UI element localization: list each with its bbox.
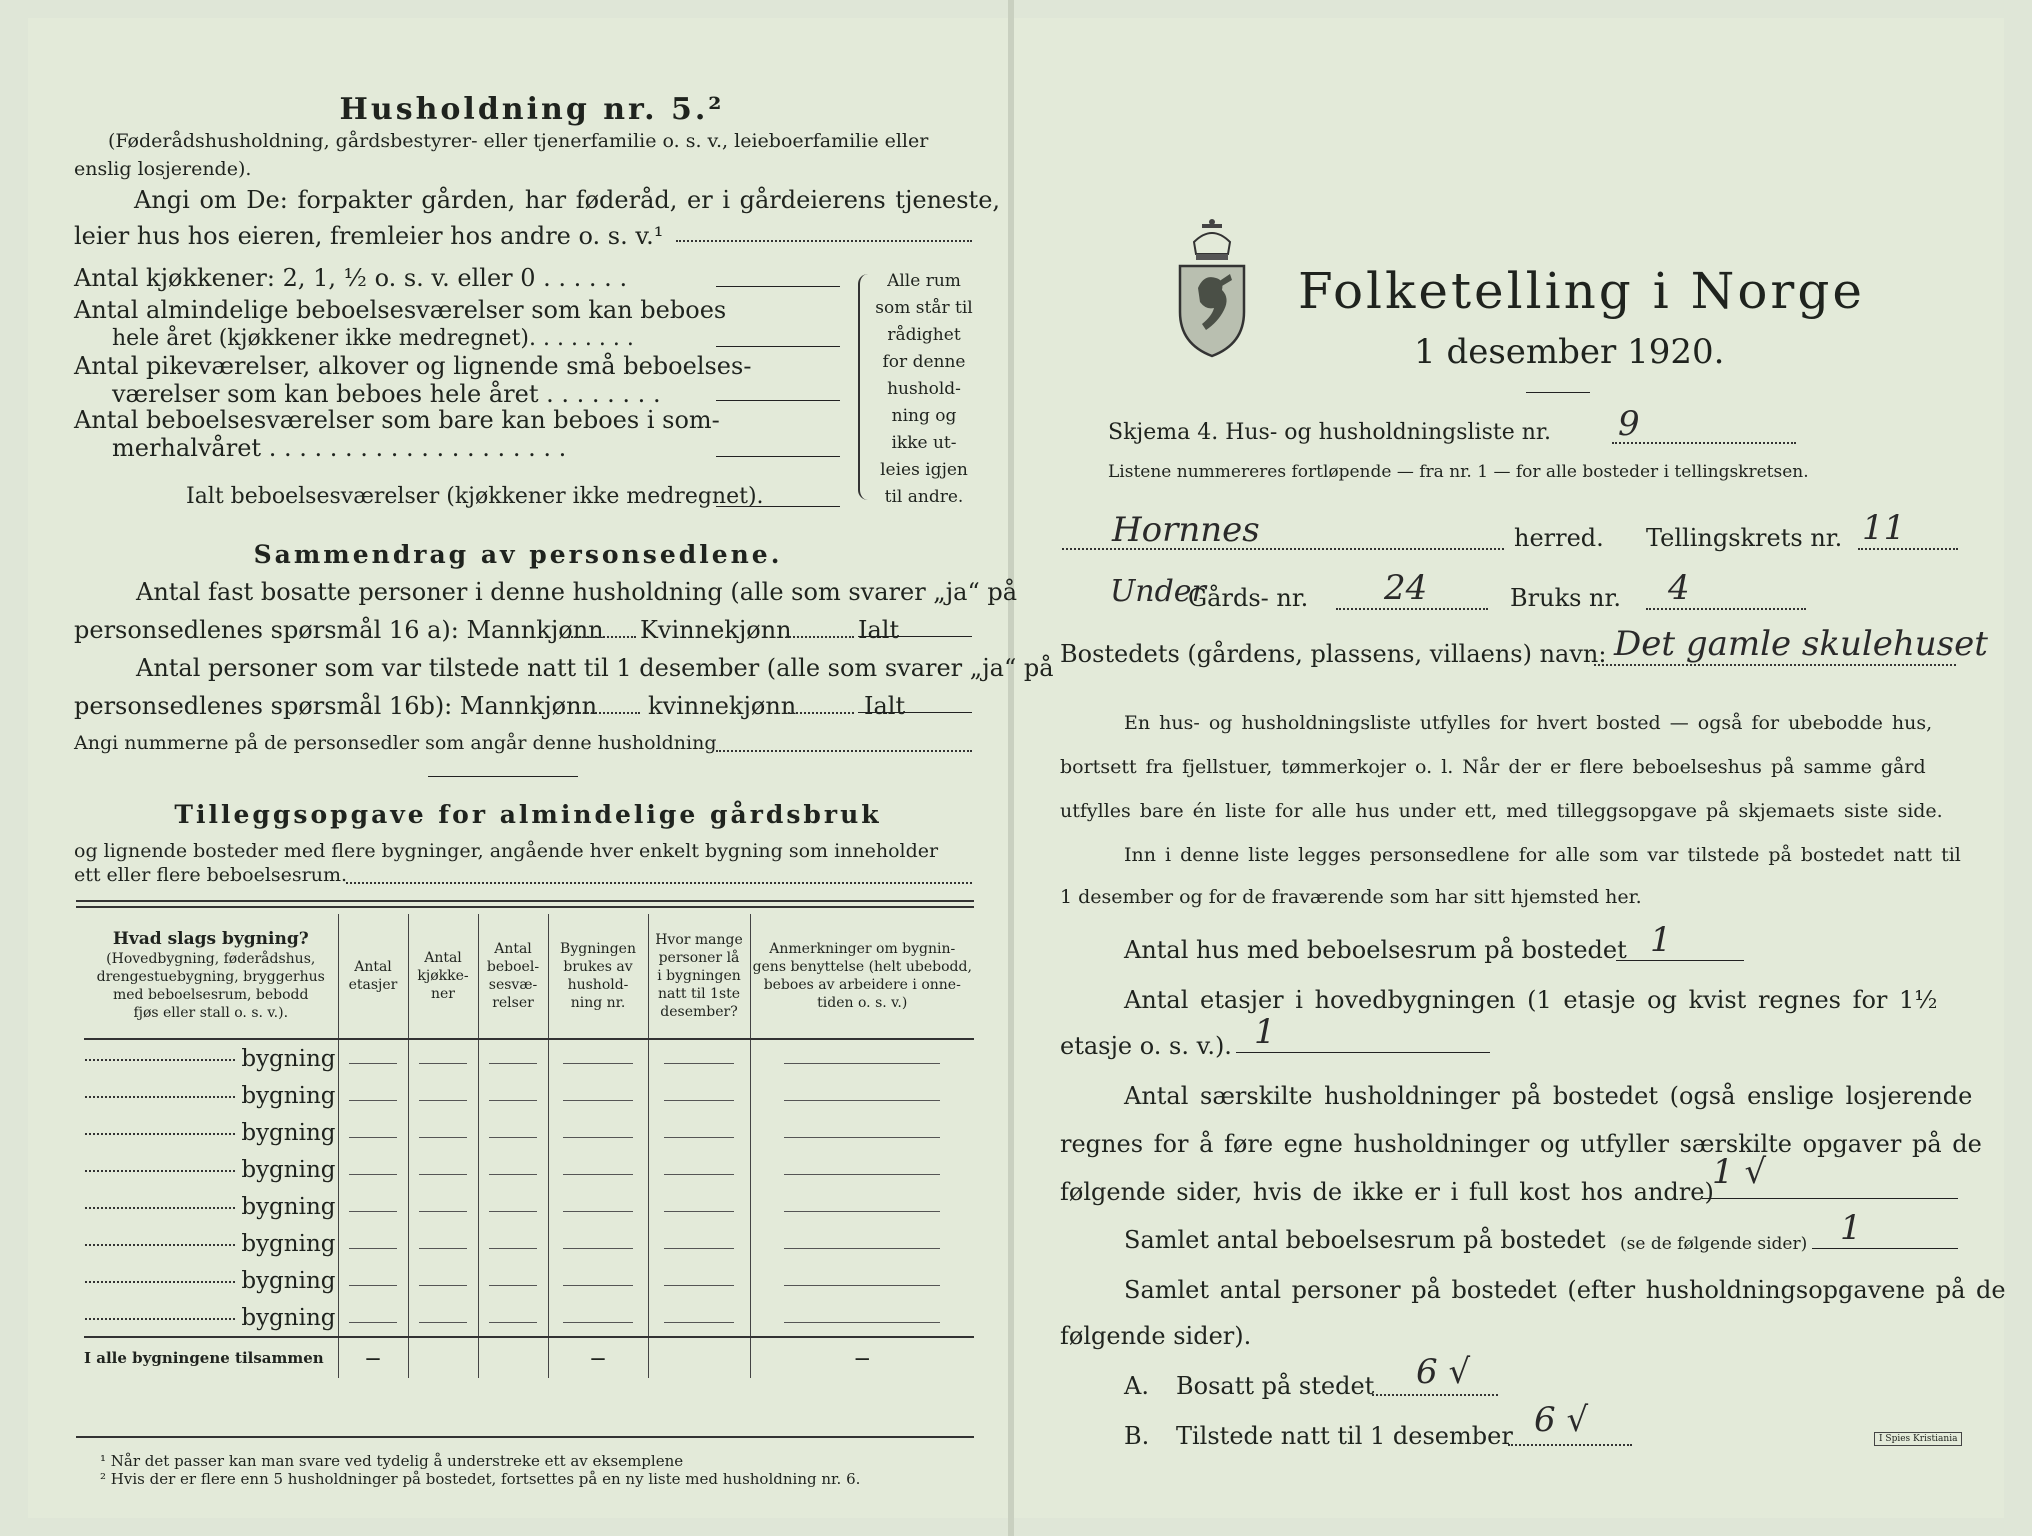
side-note-line: leies igjen <box>880 460 968 480</box>
side-note-brace <box>858 274 870 500</box>
table-header-line: etasjer <box>348 977 398 993</box>
ordinary-rooms-answer-line <box>716 346 840 347</box>
cell-underline <box>563 1123 632 1138</box>
total-rooms-label: Ialt beboelsesværelser (kjøkkener ikke medregnet). <box>186 484 764 509</box>
footnote-1: ¹ Når det passer kan man svare ved tydelig å understreke ett av eksemplene <box>100 1452 684 1470</box>
table-cell <box>548 1151 648 1188</box>
table-cell <box>648 1188 750 1225</box>
cell-underline <box>664 1197 735 1212</box>
table-row <box>84 1188 974 1225</box>
side-note-line: som står til <box>875 298 973 318</box>
table-cell <box>548 1188 648 1225</box>
side-note <box>874 268 974 511</box>
gards-label: Gårds- nr. <box>1188 584 1309 612</box>
households-value: 1 √ <box>1712 1152 1767 1192</box>
gards-line <box>1336 608 1488 610</box>
table-cell <box>338 1225 408 1262</box>
table-cell <box>478 1262 548 1299</box>
table-cell <box>338 1077 408 1114</box>
present-label-letter: B. <box>1124 1422 1150 1450</box>
table-cell <box>548 1225 648 1262</box>
cell-underline <box>349 1271 397 1286</box>
rooms-label: Samlet antal beboelsesrum på bostedet <box>1124 1226 1606 1254</box>
info-line1: En hus- og husholdningsliste utfylles for hvert bosted — også for ubebodde hus, <box>1124 712 1933 734</box>
table-header-line: tiden o. s. v.) <box>817 995 908 1011</box>
census-date: 1 desember 1920. <box>1414 332 1725 372</box>
cell-underline <box>349 1160 397 1175</box>
cell-underline <box>489 1197 537 1212</box>
table-cell <box>750 1188 974 1225</box>
census-title: Folketelling i Norge <box>1298 262 1865 320</box>
small-rooms-line1: Antal pikeværelser, alkover og lignende små beboelses- <box>74 352 752 380</box>
tellingskrets-value: 11 <box>1862 508 1906 548</box>
cell-underline <box>563 1197 632 1212</box>
supplement-line <box>346 882 972 884</box>
table-row <box>84 1151 974 1188</box>
cell-underline <box>349 1123 397 1138</box>
floors-line2: etasje o. s. v.). <box>1060 1032 1232 1060</box>
rooms-line <box>1812 1248 1958 1249</box>
cell-underline <box>419 1123 467 1138</box>
cell-underline <box>563 1086 632 1101</box>
present-label: Tilstede natt til 1 desember <box>1176 1422 1513 1450</box>
sum-cell: — <box>750 1337 974 1378</box>
houses-label: Antal hus med beboelsesrum på bostedet <box>1124 936 1627 964</box>
building-label-cell <box>84 1299 338 1337</box>
table-header-line: sesvæ- <box>488 977 538 993</box>
table-header-line: brukes av <box>563 959 633 975</box>
table-cell <box>648 1039 750 1077</box>
cell-underline <box>419 1160 467 1175</box>
table-cell <box>478 1039 548 1077</box>
angi-line1: Angi om De: forpakter gården, har føderåd, er i gårdeierens tjeneste, <box>134 186 1001 214</box>
table-cell <box>408 1039 478 1077</box>
table-header-line: drengestuebygning, bryggerhus <box>96 969 325 985</box>
norway-coat-of-arms-icon <box>1172 218 1252 358</box>
building-label: bygning <box>241 1267 336 1294</box>
summary-b-line2: personsedlenes spørsmål 16b): Mannkjønn <box>74 692 598 720</box>
table-row <box>84 1225 974 1262</box>
numbering-note: Listene nummereres fortløpende — fra nr. 1 — for alle bosteder i tellingskretsen. <box>1108 462 1809 482</box>
present-line <box>1508 1444 1632 1446</box>
present-value: 6 √ <box>1534 1400 1589 1440</box>
table-header-line: Bygningen <box>560 941 636 957</box>
cell-underline <box>664 1049 735 1064</box>
sum-cell: — <box>548 1337 648 1378</box>
table-row <box>84 1262 974 1299</box>
cell-underline <box>784 1160 940 1175</box>
cell-underline <box>489 1308 537 1323</box>
building-label: bygning <box>241 1230 336 1257</box>
building-label: bygning <box>241 1045 336 1072</box>
floors-value: 1 <box>1254 1012 1276 1052</box>
cell-underline <box>784 1234 940 1249</box>
cell-underline <box>664 1086 735 1101</box>
table-header-line: personer lå <box>658 950 740 966</box>
table-header-line: kjøkke- <box>417 968 469 984</box>
table-cell <box>408 1299 478 1337</box>
table-header-line: Hvor mange <box>655 932 743 948</box>
table-header-line: (Hovedbygning, føderådshus, <box>106 951 316 967</box>
table-cell <box>408 1225 478 1262</box>
household-intro-line1: (Føderådshusholdning, gårdsbestyrer- eller tjenerfamilie o. s. v., leieboerfamilie eller <box>108 130 929 152</box>
cell-underline <box>419 1308 467 1323</box>
cell-underline <box>563 1160 632 1175</box>
table-cell <box>478 1151 548 1188</box>
cell-underline <box>419 1271 467 1286</box>
summary-a-line1: Antal fast bosatte personer i denne husholdning (alle som svarer „ja“ på <box>136 578 1018 606</box>
cell-underline <box>419 1197 467 1212</box>
cell-underline <box>664 1123 735 1138</box>
herred-value: Hornnes <box>1112 510 1260 550</box>
households-line <box>1702 1198 1958 1199</box>
resident-value: 6 √ <box>1416 1352 1471 1392</box>
table-row <box>84 1077 974 1114</box>
table-cell <box>648 1262 750 1299</box>
table-header-5 <box>648 914 750 1039</box>
bruks-label: Bruks nr. <box>1510 584 1621 612</box>
tellingskrets-line <box>1858 548 1958 550</box>
table-header-line: Antal <box>494 941 532 957</box>
table-row <box>84 1114 974 1151</box>
table-cell <box>750 1039 974 1077</box>
resident-label-letter: A. <box>1124 1372 1149 1400</box>
table-cell <box>648 1114 750 1151</box>
supplement-line2: ett eller flere beboelsesrum. <box>74 864 348 886</box>
table-header-line: hushold- <box>567 977 629 993</box>
gards-value: 24 <box>1384 568 1428 608</box>
table-header-2 <box>408 914 478 1039</box>
person-numbers-label: Angi nummerne på de personsedler som angår denne husholdning <box>74 732 717 754</box>
ordinary-rooms-line2: hele året (kjøkkener ikke medregnet). . . . . . . . <box>112 326 634 351</box>
table-row <box>84 1039 974 1077</box>
info-line3: utfylles bare én liste for alle hus under ett, med tilleggsopgave på skjemaets siste side. <box>1060 800 1943 822</box>
table-cell <box>408 1188 478 1225</box>
table-header-line: ning nr. <box>570 995 626 1011</box>
sum-row-label: I alle bygningene tilsammen <box>84 1337 338 1378</box>
printer-stamp: I Spies Kristiania <box>1874 1432 1962 1446</box>
cell-underline <box>419 1234 467 1249</box>
table-cell <box>750 1077 974 1114</box>
cell-underline <box>349 1049 397 1064</box>
cell-underline <box>784 1271 940 1286</box>
table-cell <box>648 1077 750 1114</box>
cell-underline <box>489 1160 537 1175</box>
table-cell <box>408 1262 478 1299</box>
building-type-line <box>85 1133 235 1135</box>
houses-value: 1 <box>1650 920 1672 960</box>
table-header-line: relser <box>492 995 534 1011</box>
summary-b-line1: Antal personer som var tilstede natt til 1 desember (alle som svarer „ja“ på <box>136 654 1054 682</box>
table-cell <box>478 1077 548 1114</box>
sum-cell: — <box>338 1337 408 1378</box>
table-cell <box>750 1114 974 1151</box>
angi-line2: leier hus hos eieren, fremleier hos andre o. s. v.¹ <box>74 222 664 250</box>
building-label: bygning <box>241 1193 336 1220</box>
info-line4: Inn i denne liste legges personsedlene for alle som var tilstede på bostedet natt til <box>1124 844 1961 866</box>
under-value: Under <box>1110 574 1206 609</box>
houses-line <box>1616 960 1744 961</box>
table-header-line: beboel- <box>486 959 540 975</box>
herred-label: herred. <box>1514 524 1604 552</box>
angi-answer-line <box>676 240 972 242</box>
table-top-rule-2 <box>76 906 974 908</box>
floors-line1: Antal etasjer i hovedbygningen (1 etasje og kvist regnes for 1½ <box>1124 986 1938 1014</box>
building-label-cell <box>84 1151 338 1188</box>
table-header-1 <box>338 914 408 1039</box>
kitchens-answer-line <box>716 286 840 287</box>
resident-label: Bosatt på stedet <box>1176 1372 1375 1400</box>
building-label-cell <box>84 1039 338 1077</box>
table-header-line: Antal <box>354 959 392 975</box>
table-header-line: desember? <box>660 1004 738 1020</box>
side-note-line: rådighet <box>887 325 961 345</box>
cell-underline <box>664 1234 735 1249</box>
table-cell <box>548 1077 648 1114</box>
total-rooms-answer-line <box>716 506 840 507</box>
rooms-label-small: (se de følgende sider) <box>1620 1234 1808 1254</box>
building-label: bygning <box>241 1156 336 1183</box>
table-header-line: med beboelsesrum, bebodd <box>113 987 309 1003</box>
small-rooms-answer-line <box>716 400 840 401</box>
households-line2: regnes for å føre egne husholdninger og utfyller særskilte opgaver på de <box>1060 1130 1982 1158</box>
cell-underline <box>489 1234 537 1249</box>
cell-underline <box>563 1271 632 1286</box>
cell-underline <box>349 1197 397 1212</box>
info-line2: bortsett fra fjellstuer, tømmerkojer o. l. Når der er flere beboelseshus på samme gård <box>1060 756 1926 778</box>
summary-a-female-line <box>786 636 854 638</box>
table-cell <box>408 1151 478 1188</box>
table-cell <box>648 1299 750 1337</box>
table-cell <box>750 1225 974 1262</box>
page-fold <box>1008 0 1014 1536</box>
household-intro-line2: enslig losjerende). <box>74 158 252 180</box>
floors-line <box>1236 1052 1490 1053</box>
side-note-line: ning og <box>891 406 957 426</box>
table-cell <box>338 1188 408 1225</box>
resident-line <box>1372 1394 1498 1396</box>
table-header-line: Anmerkninger om bygnin- <box>769 941 956 957</box>
table-cell <box>548 1299 648 1337</box>
table-header-line: Antal <box>424 950 462 966</box>
kitchens-label: Antal kjøkkener: 2, 1, ½ o. s. v. eller 0 . . . . . . <box>74 264 628 292</box>
section-divider <box>428 776 578 777</box>
table-cell <box>750 1151 974 1188</box>
sum-cell <box>408 1337 478 1378</box>
table-header-0 <box>84 914 338 1039</box>
cell-underline <box>563 1049 632 1064</box>
summary-a-line2: personsedlenes spørsmål 16 a): Mannkjønn <box>74 616 604 644</box>
footnote-2: ² Hvis der er flere enn 5 husholdninger på bostedet, fortsettes på en ny liste med husholdning nr. 6. <box>100 1470 861 1488</box>
table-cell <box>478 1114 548 1151</box>
households-line1: Antal særskilte husholdninger på bostedet (også enslige losjerende <box>1124 1082 1973 1110</box>
cell-underline <box>664 1308 735 1323</box>
building-label-cell <box>84 1188 338 1225</box>
summary-a-male-line <box>568 636 636 638</box>
side-note-line: for denne <box>882 352 966 372</box>
persons-line2: følgende sider). <box>1060 1322 1252 1350</box>
table-cell <box>648 1151 750 1188</box>
summary-b-male-line <box>576 712 640 714</box>
info-line5: 1 desember og for de fraværende som har sitt hjemsted her. <box>1060 886 1642 908</box>
summary-b-female-line <box>788 712 854 714</box>
building-label: bygning <box>241 1082 336 1109</box>
table-cell <box>750 1262 974 1299</box>
building-type-line <box>85 1244 235 1246</box>
cell-underline <box>784 1197 940 1212</box>
table-cell <box>408 1077 478 1114</box>
building-label-cell <box>84 1077 338 1114</box>
cell-underline <box>563 1308 632 1323</box>
cell-underline <box>419 1049 467 1064</box>
place-name-value: Det gamle skulehuset <box>1614 624 1988 664</box>
table-cell <box>648 1225 750 1262</box>
building-type-line <box>85 1096 235 1098</box>
bruks-line <box>1646 608 1806 610</box>
building-label-cell <box>84 1225 338 1262</box>
small-rooms-line2: værelser som kan beboes hele året . . . . . . . . <box>112 380 661 408</box>
form-number-value: 9 <box>1618 404 1640 444</box>
summer-rooms-line2: merhalvåret . . . . . . . . . . . . . . . . . . . . <box>112 434 567 462</box>
household-title: Husholdning nr. 5.² <box>339 92 725 127</box>
table-header-line: ner <box>431 986 455 1002</box>
sum-cell <box>648 1337 750 1378</box>
supplement-title: Tilleggsopgave for almindelige gårdsbruk <box>174 800 882 829</box>
ordinary-rooms-line1: Antal almindelige beboelsesværelser som kan beboes <box>74 296 727 324</box>
table-bottom-rule <box>76 1436 974 1438</box>
building-type-line <box>85 1207 235 1209</box>
table-sum-row <box>84 1337 974 1378</box>
table-header-line: beboes av arbeidere i onne- <box>763 977 961 993</box>
households-line3: følgende sider, hvis de ikke er i full kost hos andre) <box>1060 1178 1714 1206</box>
place-name-line <box>1594 664 1956 666</box>
cell-underline <box>784 1049 940 1064</box>
building-type-line <box>85 1170 235 1172</box>
summary-title: Sammendrag av personsedlene. <box>253 540 783 569</box>
building-label: bygning <box>241 1304 336 1331</box>
tellingskrets-label: Tellingskrets nr. <box>1646 524 1843 552</box>
title-divider <box>1526 392 1590 393</box>
table-header-line: Hvad slags bygning? <box>112 929 309 949</box>
cell-underline <box>664 1160 735 1175</box>
form-number-label: Skjema 4. Hus- og husholdningsliste nr. <box>1108 420 1551 445</box>
side-note-line: Alle rum <box>887 271 961 291</box>
table-header-line: natt til 1ste <box>657 986 741 1002</box>
person-numbers-line <box>716 750 972 752</box>
table-cell <box>478 1188 548 1225</box>
table-header-line: i bygningen <box>657 968 741 984</box>
table-top-rule <box>76 900 974 902</box>
summary-a-total-label: Ialt <box>858 616 900 644</box>
cell-underline <box>489 1123 537 1138</box>
cell-underline <box>784 1308 940 1323</box>
bruks-value: 4 <box>1668 568 1690 608</box>
table-header-line: fjøs eller stall o. s. v.). <box>133 1005 289 1021</box>
cell-underline <box>664 1271 735 1286</box>
table-cell <box>478 1299 548 1337</box>
table-cell <box>548 1114 648 1151</box>
side-note-line: hushold- <box>887 379 961 399</box>
building-label: bygning <box>241 1119 336 1146</box>
summary-b-total-line <box>858 712 972 713</box>
cell-underline <box>349 1234 397 1249</box>
building-type-line <box>85 1059 235 1061</box>
side-note-line: ikke ut- <box>891 433 957 453</box>
table-cell <box>548 1262 648 1299</box>
cell-underline <box>419 1086 467 1101</box>
table-cell <box>338 1299 408 1337</box>
table-header-line: gens benyttelse (helt ubebodd, <box>752 959 972 975</box>
persons-line1: Samlet antal personer på bostedet (efter husholdningsopgavene på de <box>1124 1276 2006 1304</box>
table-cell <box>338 1262 408 1299</box>
table-cell <box>478 1225 548 1262</box>
summer-rooms-answer-line <box>716 456 840 457</box>
table-header-3 <box>478 914 548 1039</box>
cell-underline <box>489 1049 537 1064</box>
cell-underline <box>563 1234 632 1249</box>
buildings-table <box>84 914 974 1378</box>
cell-underline <box>784 1123 940 1138</box>
building-type-line <box>85 1281 235 1283</box>
rooms-value: 1 <box>1840 1208 1862 1248</box>
summer-rooms-line1: Antal beboelsesværelser som bare kan beboes i som- <box>74 406 720 434</box>
table-cell <box>548 1039 648 1077</box>
side-note-line: til andre. <box>884 487 964 507</box>
table-row <box>84 1299 974 1337</box>
summary-b-total-label: Ialt <box>864 692 906 720</box>
table-cell <box>750 1299 974 1337</box>
table-cell <box>338 1039 408 1077</box>
table-header-4 <box>548 914 648 1039</box>
table-cell <box>338 1114 408 1151</box>
summary-b-female-label: kvinnekjønn <box>648 692 797 720</box>
building-label-cell <box>84 1114 338 1151</box>
building-type-line <box>85 1318 235 1320</box>
summary-a-total-line <box>858 636 972 637</box>
table-cell <box>408 1114 478 1151</box>
place-name-label: Bostedets (gårdens, plassens, villaens) navn: <box>1060 640 1607 668</box>
cell-underline <box>489 1271 537 1286</box>
building-label-cell <box>84 1262 338 1299</box>
cell-underline <box>349 1086 397 1101</box>
sum-cell <box>478 1337 548 1378</box>
cell-underline <box>784 1086 940 1101</box>
summary-a-female-label: Kvinnekjønn <box>640 616 792 644</box>
supplement-line1: og lignende bosteder med flere bygninger, angående hver enkelt bygning som inneholder <box>74 840 939 862</box>
table-cell <box>338 1151 408 1188</box>
cell-underline <box>349 1308 397 1323</box>
table-header-6 <box>750 914 974 1039</box>
cell-underline <box>489 1086 537 1101</box>
